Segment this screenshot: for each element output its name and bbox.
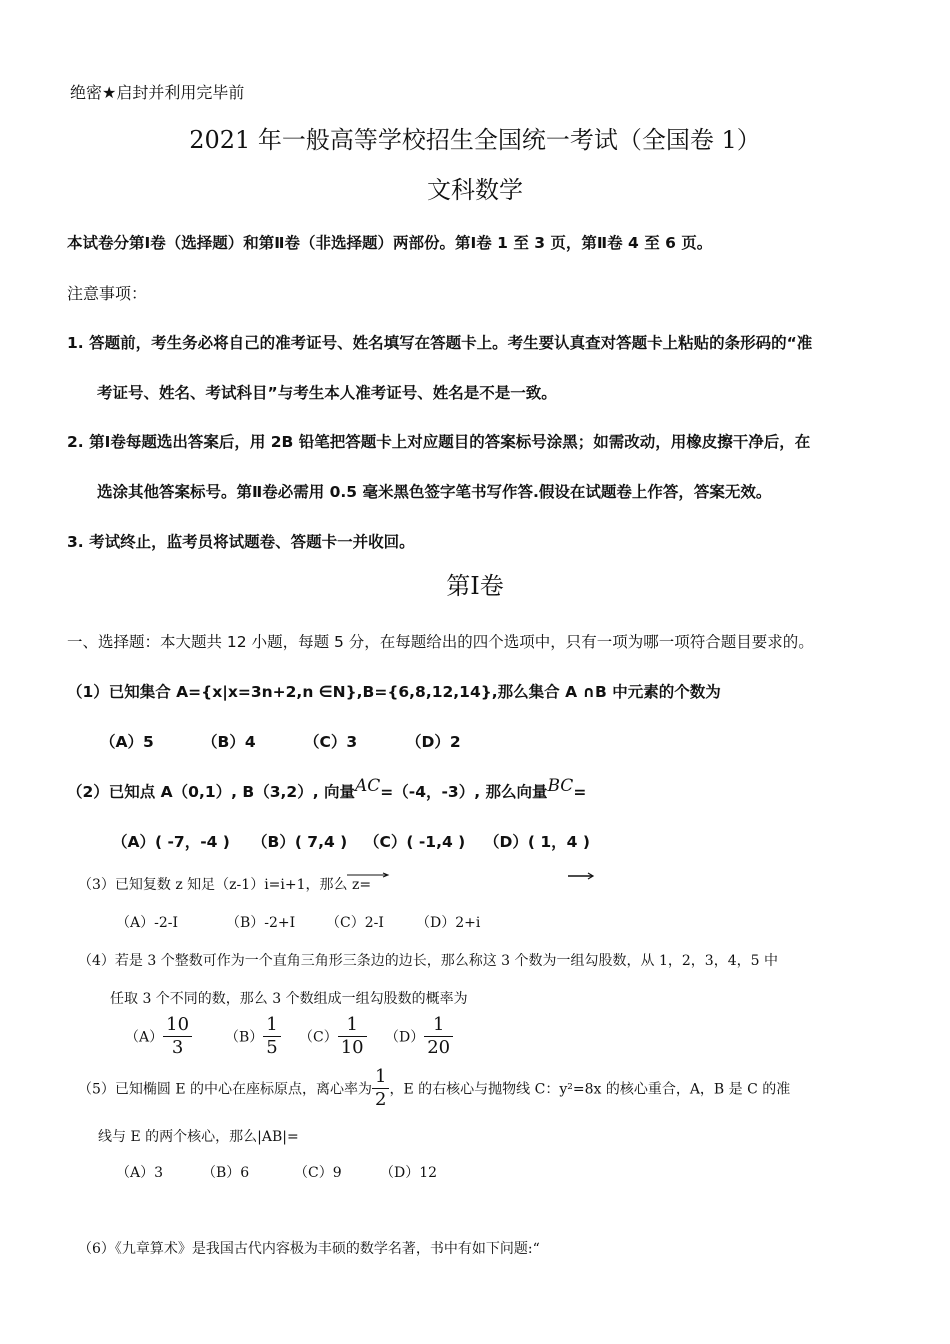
question-5-option-d: （D）12 xyxy=(380,1165,438,1181)
secret-note: 绝密★启封并利用完毕前 xyxy=(70,83,245,102)
question-2-stem-part-2: =（-4，-3）, 那么向量 xyxy=(380,783,548,801)
question-5-stem-part-1: （5）已知椭圆 E 的中心在座标原点，离心率为 xyxy=(78,1081,373,1098)
question-5-options xyxy=(116,1162,437,1182)
question-2-stem-part-3: = xyxy=(573,783,587,801)
question-4-option-b-label: （B） xyxy=(225,1029,264,1046)
arrow-mark xyxy=(566,871,596,881)
question-4-option-d-label: （D） xyxy=(385,1029,425,1046)
question-2-options xyxy=(112,830,590,852)
notice-item-2-line-1: 2. 第Ⅰ卷每题选出答案后，用 2B 铅笔把答题卡上对应题目的答案标号涂黑；如需改动，用橡皮擦干净后，在 xyxy=(67,433,811,451)
fraction-10-3 xyxy=(163,1014,192,1059)
question-4-stem-line-2: 任取 3 个不同的数，那么 3 个数组成一组勾股数的概率为 xyxy=(110,991,468,1007)
notice-heading: 注意事项： xyxy=(67,284,148,303)
notice-item-1-line-2: 考证号、姓名、考试科目”与考生本人准考证号、姓名是不是一致。 xyxy=(97,384,557,402)
fraction-1-20 xyxy=(424,1014,453,1059)
question-2-option-b: （B）( 7,4 ) xyxy=(252,833,348,851)
question-4-option-a xyxy=(125,1014,225,1059)
fraction-numerator: 1 xyxy=(263,1014,280,1037)
question-1-option-a: （A）5 xyxy=(100,733,154,751)
question-4-option-c-label: （C） xyxy=(299,1029,338,1046)
question-4-option-b xyxy=(225,1014,299,1059)
question-5-stem-line-2: 线与 E 的两个核心，那么|AB|= xyxy=(98,1129,299,1145)
question-4-options xyxy=(125,1014,453,1059)
vector-bc: BC xyxy=(547,776,574,796)
vector-ac: AC xyxy=(354,776,381,796)
fraction-denominator: 2 xyxy=(375,1089,387,1110)
notice-item-2-line-2: 选涂其他答案标号。第Ⅱ卷必需用 0.5 毫米黑色签字笔书写作答.假设在试题卷上作答，答案无效。 xyxy=(97,483,772,501)
question-3-stem: （3）已知复数 z 知足（z-1）i=i+1，那么 z= xyxy=(78,877,372,893)
question-2-option-a: （A）( -7，-4 ) xyxy=(112,833,230,851)
question-5-option-a: （A）3 xyxy=(116,1165,164,1181)
fraction-numerator: 10 xyxy=(163,1014,192,1037)
question-3-option-d: （D）2+i xyxy=(416,915,481,931)
notice-item-3: 3. 考试终止，监考员将试题卷、答题卡一并收回。 xyxy=(67,533,415,551)
question-1-stem: （1）已知集合 A={x|x=3n+2,n ∈N},B={6,8,12,14},那么集合 A ∩B 中元素的个数为 xyxy=(67,683,721,701)
question-5-stem-part-2: ，E 的右核心与抛物线 C：y²=8x 的核心重合，A，B 是 C 的准 xyxy=(389,1081,791,1098)
fraction-numerator: 1 xyxy=(424,1014,453,1037)
question-1-options xyxy=(100,730,461,752)
question-5-option-b: （B）6 xyxy=(202,1165,250,1181)
question-4-option-c xyxy=(299,1014,385,1059)
question-1-option-d: （D）2 xyxy=(406,733,461,751)
fraction-denominator: 3 xyxy=(171,1037,184,1058)
fraction-denominator: 10 xyxy=(340,1037,364,1058)
fraction-1-10 xyxy=(338,1014,367,1059)
question-4-stem-line-1: （4）若是 3 个整数可作为一个直角三角形三条边的边长，那么称这 3 个数为一组勾股数，从 1，2，3，4，5 中 xyxy=(78,953,778,969)
intro-paragraph: 本试卷分第Ⅰ卷（选择题）和第Ⅱ卷（非选择题）两部份。第Ⅰ卷 1 至 3 页，第Ⅱ卷 4 至 6 页。 xyxy=(67,234,713,252)
question-4-option-d xyxy=(385,1014,453,1059)
question-2-option-d: （D）( 1，4 ) xyxy=(484,833,590,851)
question-6-stem: （6）《九章算术》是我国古代内容极为丰硕的数学名著，书中有如下问题:“ xyxy=(78,1241,540,1257)
exam-title: 2021 年一般高等学校招生全国统一考试（全国卷 1） xyxy=(189,126,761,154)
question-3-option-c: （C）2-I xyxy=(326,915,384,931)
notice-item-1-line-1: 1. 答题前，考生务必将自己的准考证号、姓名填写在答题卡上。考生要认真查对答题卡上粘贴的条形码的“准 xyxy=(67,334,813,352)
question-3-option-a: （A）-2-I xyxy=(116,915,179,931)
question-4-option-a-label: （A） xyxy=(125,1029,164,1046)
section-instruction: 一、选择题：本大题共 12 小题，每题 5 分，在每题给出的四个选项中，只有一项为哪一项符合题目要求的。 xyxy=(67,633,814,651)
question-1-option-b: （B）4 xyxy=(202,733,256,751)
question-3-option-b: （B）-2+I xyxy=(226,915,296,931)
fraction-numerator: 1 xyxy=(338,1014,367,1037)
exam-subtitle: 文科数学 xyxy=(427,176,523,204)
fraction-denominator: 20 xyxy=(427,1037,451,1058)
fraction-denominator: 5 xyxy=(266,1037,278,1058)
section-title: 第Ⅰ卷 xyxy=(446,572,504,600)
question-2-option-c: （C）( -1,4 ) xyxy=(364,833,466,851)
fraction-eccentricity xyxy=(372,1066,389,1111)
fraction-numerator: 1 xyxy=(372,1066,389,1089)
question-3-options xyxy=(116,912,480,932)
question-5-stem-line-1 xyxy=(78,1066,790,1111)
question-2-stem-part-1: （2）已知点 A（0,1）, B（3,2）, 向量 xyxy=(67,783,355,801)
question-5-option-c: （C）9 xyxy=(294,1165,342,1181)
question-2-stem xyxy=(67,776,587,802)
fraction-1-5 xyxy=(263,1014,280,1059)
question-1-option-c: （C）3 xyxy=(304,733,358,751)
